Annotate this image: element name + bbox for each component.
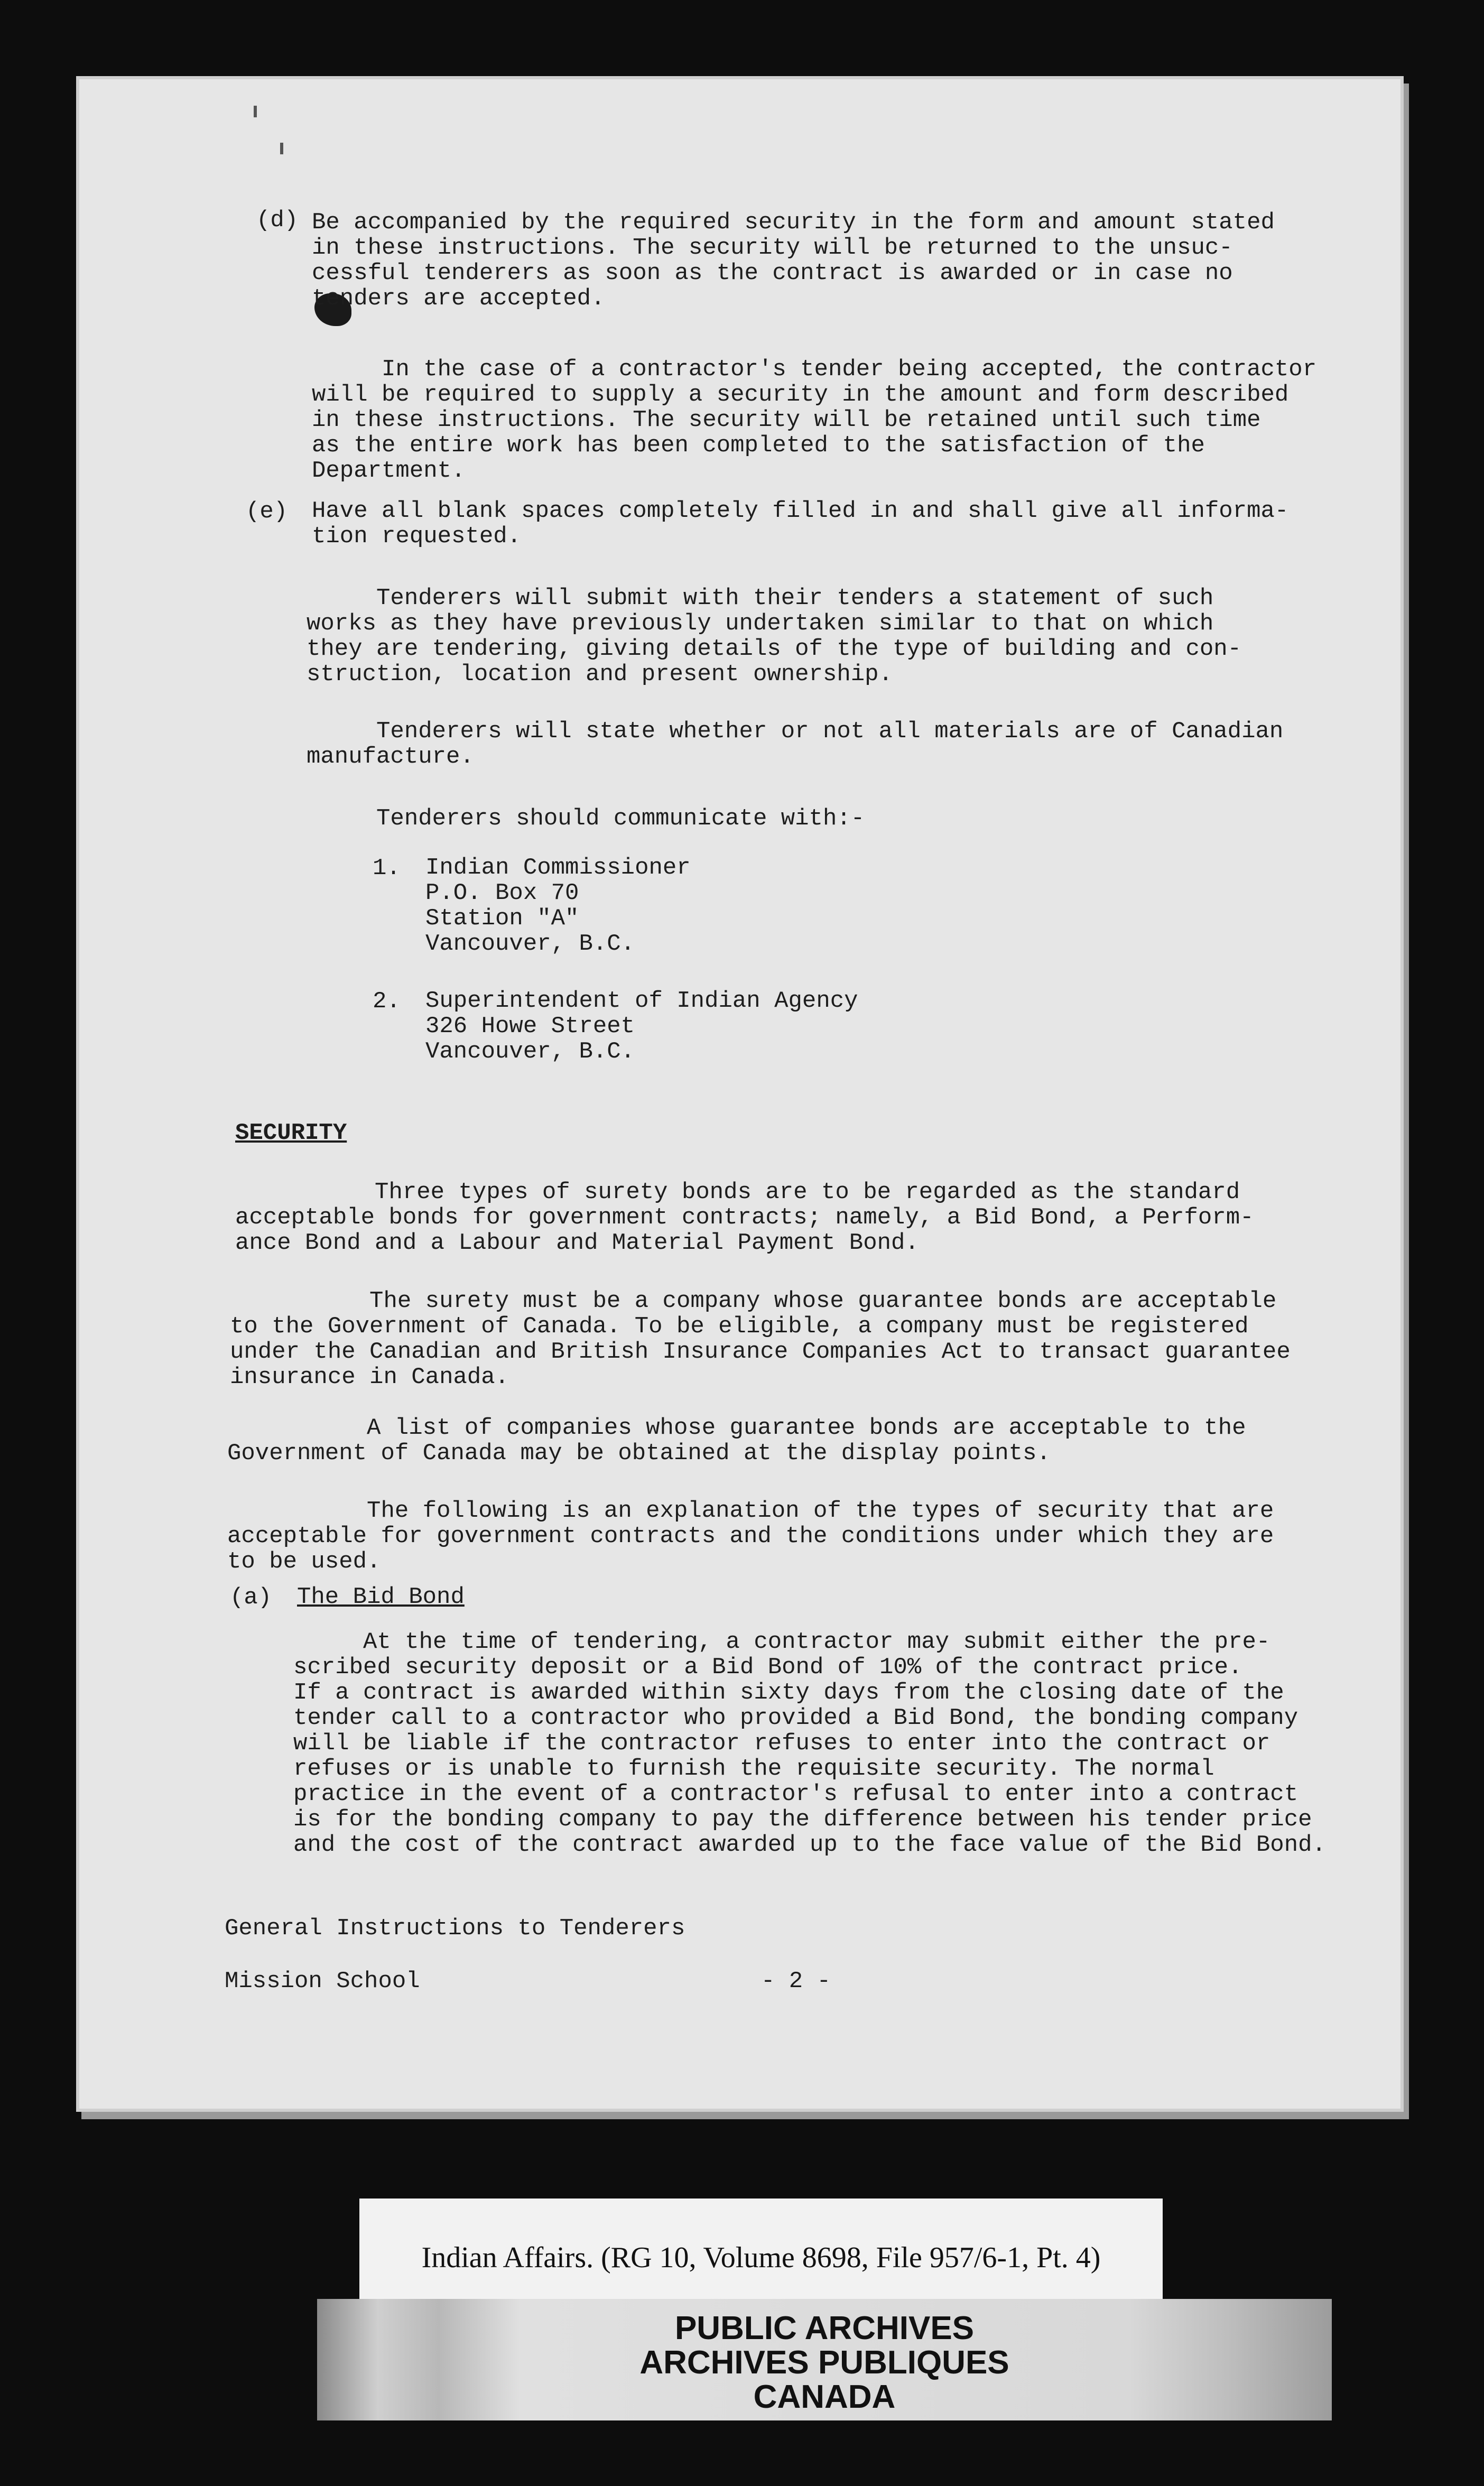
scan-mark	[280, 143, 283, 154]
page-number: - 2 -	[761, 1968, 831, 1995]
security-paragraph-3: A list of companies whose guarantee bonds are acceptable to the Government of Canada may be obtained at the display points.	[227, 1415, 1246, 1467]
document-page	[79, 79, 1400, 2109]
archive-reference-text: Indian Affairs. (RG 10, Volume 8698, File 957/6-1, Pt. 4)	[421, 2241, 1101, 2274]
security-paragraph-1: Three types of surety bonds are to be regarded as the standard acceptable bonds for government contracts; namely, a Bid Bond, a Perform- ance Bond and a Labour and Material Payment Bond.	[235, 1179, 1254, 1256]
stamp-line-2: ARCHIVES PUBLIQUES	[639, 2344, 1009, 2381]
archive-stamp	[317, 2299, 1332, 2420]
item-d-paragraph-2: In the case of a contractor's tender being accepted, the contractor will be required to supply a security in the amount and form described in these instructions. The security will be retained until such time as the entire work has been completed to the satisfaction of the Department.	[312, 356, 1317, 484]
item-d-text: Be accompanied by the required security in the form and amount stated in these instructions. The security will be returned to the unsuc- cessful tenderers as soon as the contract is awarded or in case no tenders are accepted.	[312, 209, 1275, 312]
item-e-paragraph-3: Tenderers will state whether or not all materials are of Canadian manufacture.	[307, 718, 1284, 770]
contact-2-number: 2.	[373, 988, 401, 1015]
contact-2-address: Superintendent of Indian Agency 326 Howe Street Vancouver, B.C.	[425, 988, 858, 1065]
contact-1-number: 1.	[373, 855, 401, 882]
item-d-marker: (d)	[256, 207, 299, 234]
stamp-line-1: PUBLIC ARCHIVES	[674, 2310, 975, 2346]
footer-school: Mission School	[225, 1968, 420, 1995]
bid-bond-heading: The Bid Bond	[297, 1584, 465, 1610]
item-e-paragraph-2: Tenderers will submit with their tenders a statement of such works as they have previously undertaken similar to that on which they are tendering, giving details of the type of building and con- struction, location and present ownership.	[307, 585, 1242, 688]
item-e-marker: (e)	[246, 498, 288, 525]
contact-1-address: Indian Commissioner P.O. Box 70 Station "A" Vancouver, B.C.	[425, 855, 691, 957]
item-e-paragraph-4: Tenderers should communicate with:-	[307, 805, 865, 832]
security-paragraph-4: The following is an explanation of the types of security that are acceptable for government contracts and the conditions under which they are to be used.	[227, 1498, 1274, 1575]
item-e-text: Have all blank spaces completely filled in and shall give all informa- tion requested.	[312, 498, 1289, 550]
stamp-line-3: CANADA	[753, 2379, 896, 2415]
security-heading: SECURITY	[235, 1120, 347, 1146]
item-a-marker: (a)	[230, 1584, 272, 1611]
security-paragraph-2: The surety must be a company whose guarantee bonds are acceptable to the Government of Canada. To be eligible, a company must be registered under the Canadian and British Insurance Companies Act to transact guarantee insurance in Canada.	[230, 1288, 1291, 1390]
bid-bond-text: At the time of tendering, a contractor may submit either the pre- scribed security deposit or a Bid Bond of 10% of the contract price. If a contract is awarded within sixty days from the closing date of the tender call to a contractor who provided a Bid Bond, the bonding company will be liable if the contractor refuses to enter into the contract or refuses or is unable to furnish the requisite security. The normal practice in the event of a contractor's refusal to enter into a contract is for the bonding company to pay the difference between his tender price and the cost of the contract awarded up to the face value of the Bid Bond.	[293, 1629, 1326, 1858]
footer-title: General Instructions to Tenderers	[225, 1915, 685, 1942]
scan-mark	[254, 106, 257, 117]
